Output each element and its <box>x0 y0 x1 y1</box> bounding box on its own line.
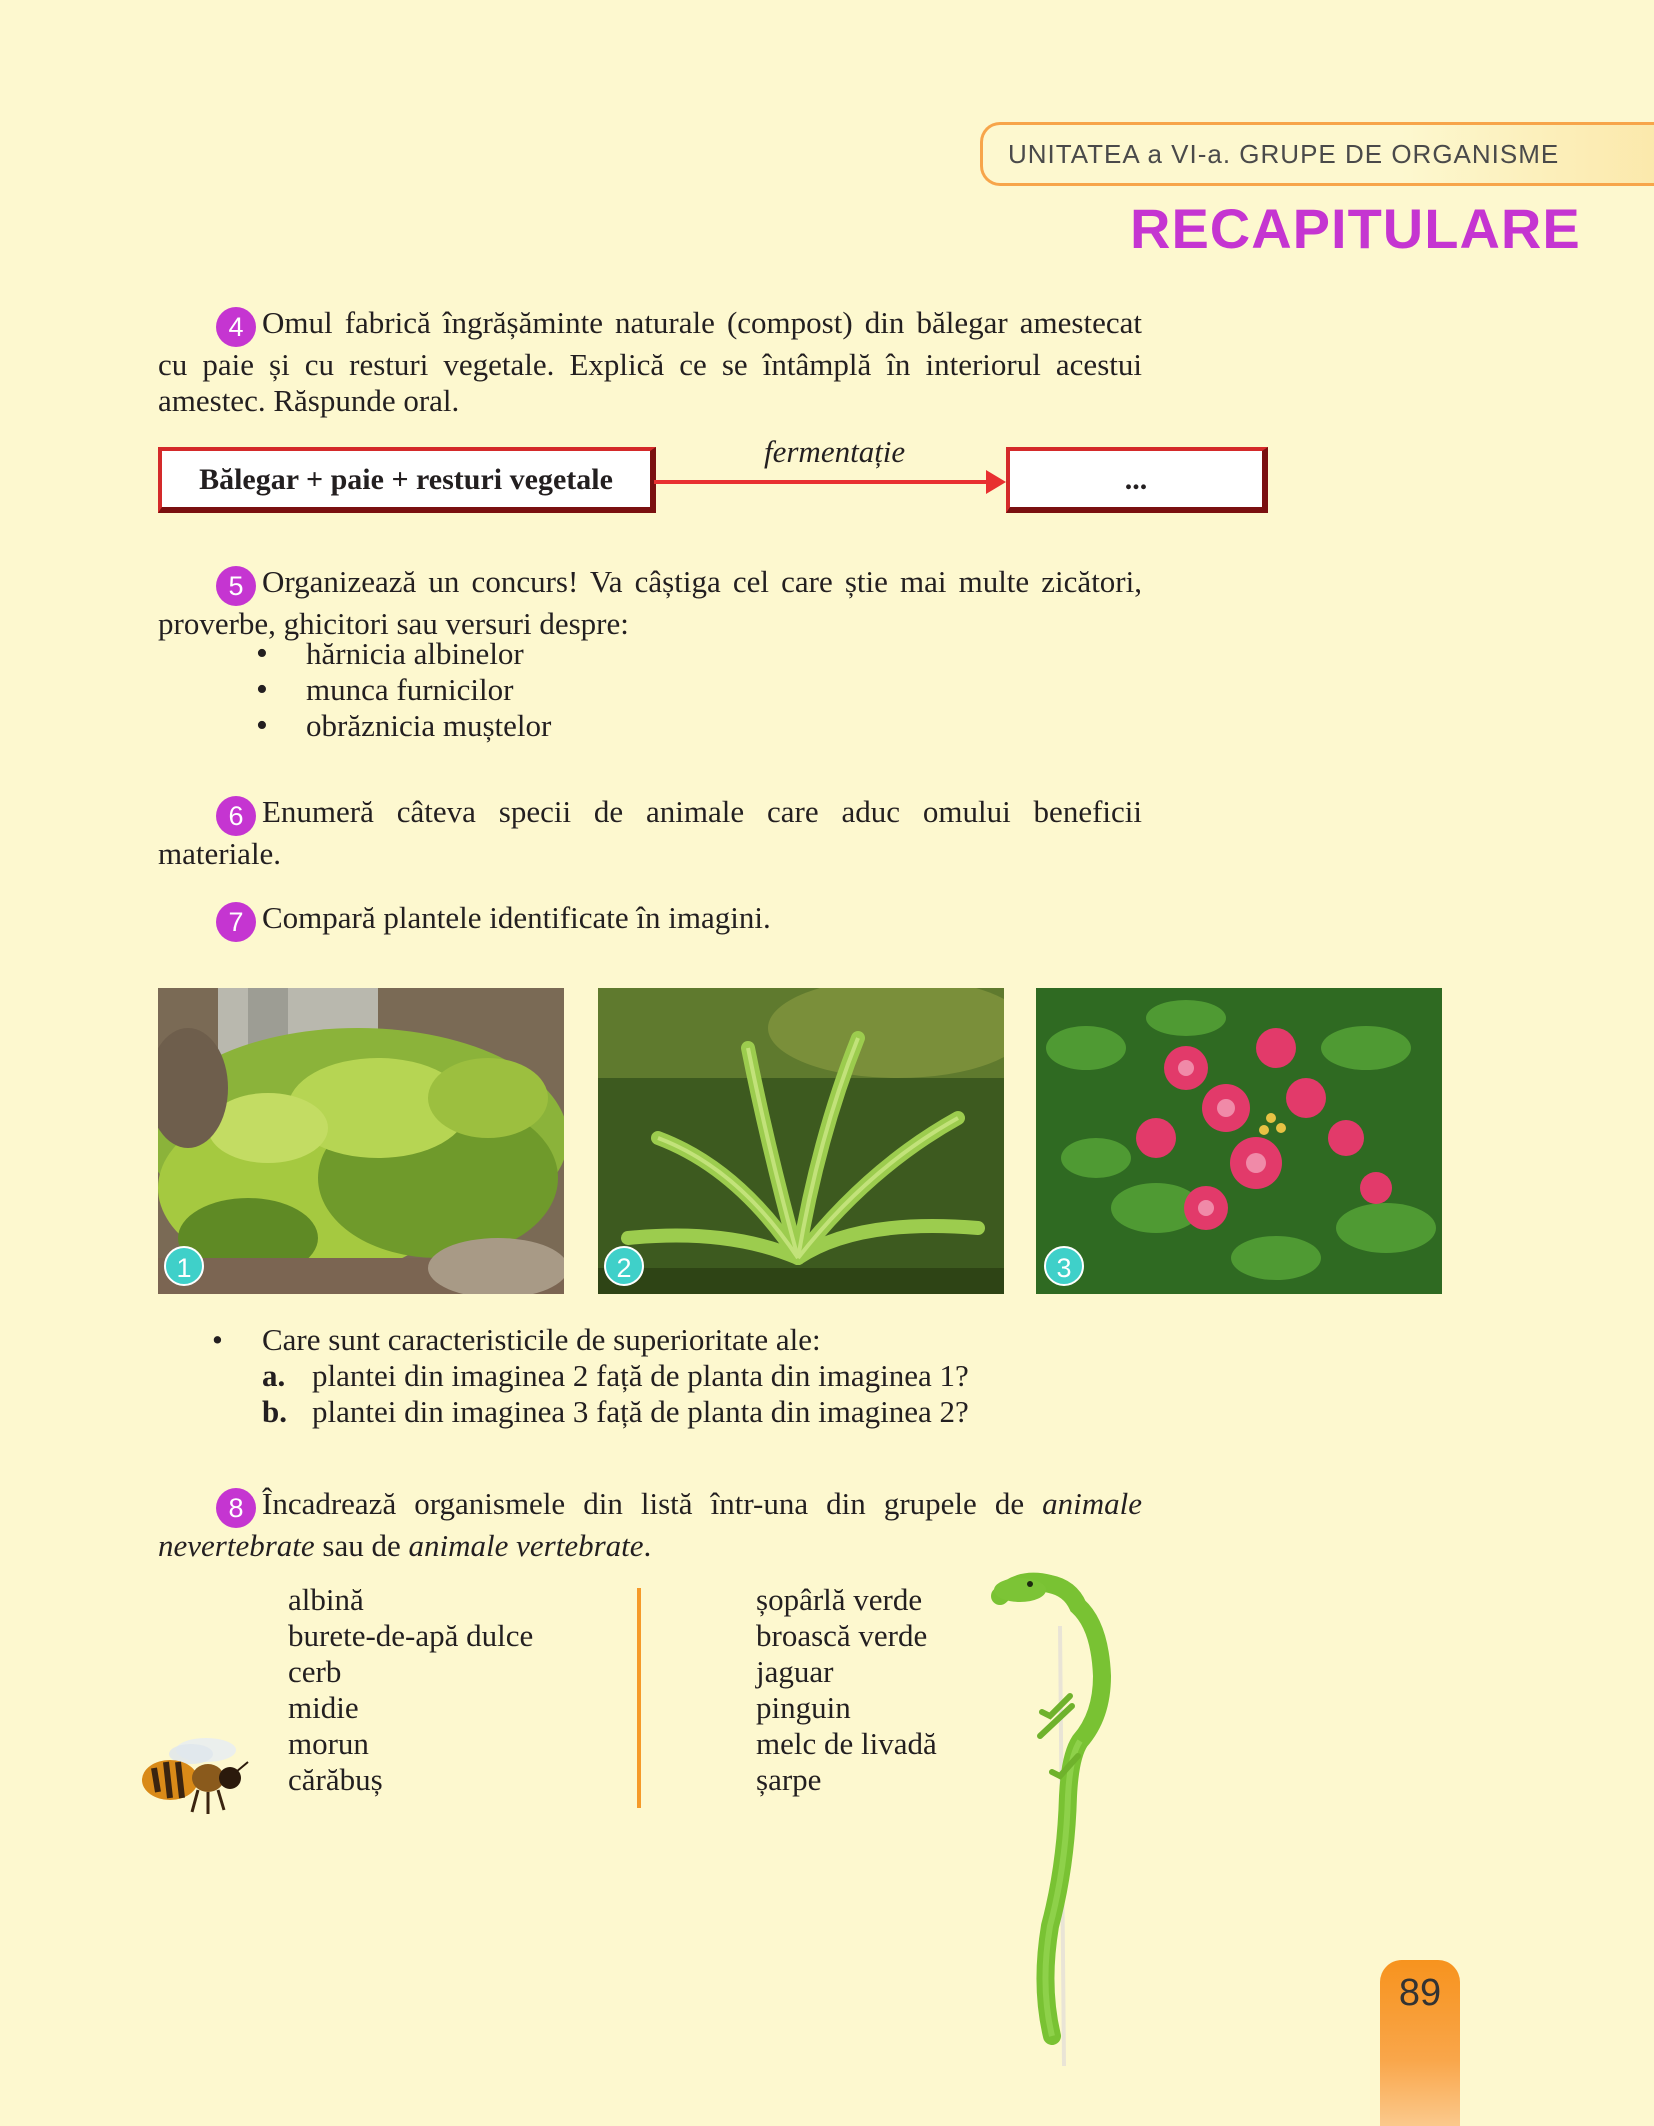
list-item: midie <box>288 1690 359 1725</box>
list-item: burete-de-apă dulce <box>288 1618 534 1653</box>
bullet-icon: • <box>212 1322 223 1357</box>
question-text: Omul fabrică îngrășăminte naturale (compost) din bălegar amestecat cu paie și cu resturi vegetale. Explică ce se întâmplă în interiorul acestui amestec. Răspunde oral. <box>158 305 1142 418</box>
question-number: 6 <box>216 796 256 836</box>
comparison-question <box>212 1322 969 1430</box>
list-item: • hărnicia albinelor <box>256 636 551 672</box>
image-badge: 2 <box>604 1246 644 1286</box>
organism-list-1 <box>288 1582 533 1798</box>
bee-icon <box>136 1732 252 1818</box>
comparison-intro: Care sunt caracteristicile de superioritate ale: <box>262 1322 821 1357</box>
sub-text: plantei din imaginea 3 față de planta din imaginea 2? <box>312 1394 969 1429</box>
question-text: Enumeră câteva specii de animale care aduc omului beneficii materiale. <box>158 794 1142 871</box>
list-item: șarpe <box>756 1762 822 1797</box>
page-number: 89 <box>1398 1972 1442 2014</box>
question-number: 8 <box>216 1488 256 1528</box>
topic-list <box>256 636 551 744</box>
image-badge: 1 <box>164 1246 204 1286</box>
list-item: jaguar <box>756 1654 834 1689</box>
term-vertebrates: animale vertebrate <box>408 1528 644 1563</box>
question-text: Încadrează organismele din listă într-una din grupele de <box>262 1486 1043 1521</box>
question-number: 4 <box>216 307 256 347</box>
image-badge: 3 <box>1044 1246 1084 1286</box>
sub-text: plantei din imaginea 2 față de planta din imaginea 1? <box>312 1358 969 1393</box>
flow-output-box <box>1006 447 1268 513</box>
organism-list-2 <box>756 1582 937 1798</box>
list-item: albină <box>288 1582 364 1617</box>
list-item: cărăbuș <box>288 1762 383 1797</box>
list-item: morun <box>288 1726 369 1761</box>
page-title: RECAPITULARE <box>1130 197 1581 260</box>
list-item: melc de livadă <box>756 1726 937 1761</box>
moss-photo <box>158 988 564 1294</box>
question-text: Organizează un concurs! Va câștiga cel care știe mai multe zicători, proverbe, ghicitori sau versuri despre: <box>158 564 1142 641</box>
question-text-end: . <box>643 1528 652 1563</box>
sub-letter: a. <box>262 1358 286 1393</box>
list-item: cerb <box>288 1654 342 1689</box>
list-item: • obrăznicia muștelor <box>256 708 551 744</box>
question-5 <box>158 564 1142 642</box>
flow-input-box <box>158 447 656 513</box>
question-6 <box>158 794 1142 872</box>
question-7 <box>158 900 1142 942</box>
flow-output-text: ... <box>1124 463 1148 496</box>
arrow-head-icon <box>986 470 1006 494</box>
flow-process-label: fermentație <box>764 434 906 469</box>
term-invertebrates: animale nevertebrate <box>158 1486 1142 1563</box>
fern-photo <box>598 988 1004 1294</box>
list-item: broască verde <box>756 1618 928 1653</box>
question-8 <box>158 1486 1142 1564</box>
question-number: 5 <box>216 566 256 606</box>
list-item: • munca furnicilor <box>256 672 551 708</box>
flower-photo <box>1036 988 1442 1294</box>
unit-header: UNITATEA a VI-a. GRUPE DE ORGANISME <box>1008 139 1560 169</box>
column-divider <box>637 1588 641 1808</box>
list-item: pinguin <box>756 1690 851 1725</box>
question-text: Compară plantele identificate în imagini. <box>262 900 771 935</box>
question-4 <box>158 305 1142 419</box>
flow-input-text: Bălegar + paie + resturi vegetale <box>199 463 613 496</box>
flow-arrow <box>654 480 990 484</box>
question-number: 7 <box>216 902 256 942</box>
question-text-middle: sau de <box>314 1528 409 1563</box>
lizard-icon <box>990 1566 1130 2066</box>
list-item: șopârlă verde <box>756 1582 923 1617</box>
sub-letter: b. <box>262 1394 287 1429</box>
